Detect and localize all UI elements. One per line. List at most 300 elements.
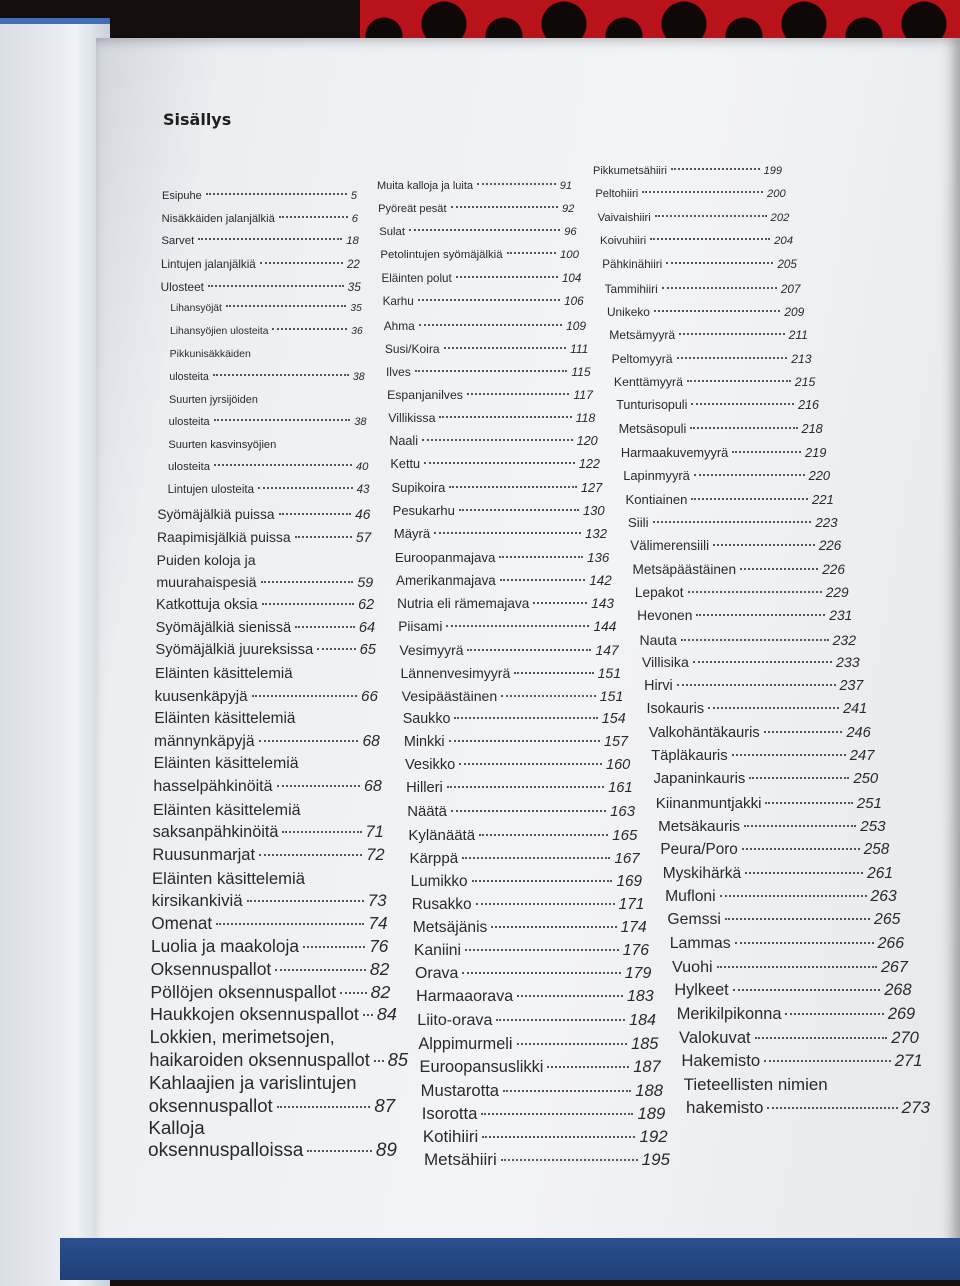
toc-entry [674, 981, 911, 1000]
toc-page-number: 122 [578, 457, 600, 472]
toc-entry [399, 642, 618, 658]
toc-leader-dots [449, 740, 600, 742]
toc-leader-dots [208, 285, 344, 287]
toc-entry-title: Vesikko [404, 757, 456, 774]
toc-entry-title: Liito-orava [417, 1011, 493, 1030]
toc-leader-dots [303, 946, 365, 948]
toc-entry [637, 608, 852, 623]
toc-entry-title: Kahlaajien ja varislintujen [149, 1072, 357, 1094]
toc-page-number: 22 [346, 257, 360, 271]
toc-page-number: 35 [350, 303, 362, 315]
toc-entry-title: Nutria eli rämemajava [397, 595, 530, 611]
toc-entry [420, 1058, 661, 1077]
toc-leader-dots [307, 1150, 372, 1152]
toc-page-number: 100 [559, 249, 579, 262]
toc-entry-title: Lammas [669, 934, 731, 952]
toc-leader-dots [340, 992, 366, 994]
toc-entry-title: Siili [627, 514, 649, 530]
toc-page-number: 91 [559, 180, 572, 192]
toc-entry-title: Rusakko [411, 895, 472, 913]
toc-page-number: 130 [582, 503, 605, 519]
toc-page-number: 59 [357, 574, 374, 591]
toc-page-number: 267 [880, 958, 908, 977]
toc-entry [148, 1140, 397, 1162]
toc-leader-dots [477, 183, 556, 185]
toc-leader-dots [503, 1090, 631, 1092]
toc-leader-dots [258, 487, 353, 489]
toc-page-number: 204 [774, 234, 794, 247]
toc-leader-dots [507, 252, 556, 254]
toc-entry-title: Muita kalloja ja luita [377, 180, 473, 192]
toc-page-number: 157 [603, 734, 628, 751]
toc-page-number: 273 [901, 1098, 930, 1117]
toc-leader-dots [479, 834, 608, 836]
toc-entry-title: Hirvi [644, 678, 673, 695]
toc-entry [155, 665, 377, 682]
toc-entry [598, 212, 790, 224]
toc-entry [162, 213, 358, 225]
toc-page-number: 5 [350, 190, 357, 202]
toc-leader-dots [693, 661, 832, 663]
toc-page-number: 185 [631, 1034, 659, 1053]
toc-page-number: 57 [355, 529, 372, 546]
toc-entry-title: Eläinten polut [381, 272, 452, 286]
toc-entry-title: Kotihiiri [422, 1126, 479, 1146]
toc-page-number: 120 [576, 434, 598, 449]
toc-entry [635, 585, 849, 600]
toc-entry [168, 484, 370, 496]
toc-entry-title: Pikkunisäkkäiden [169, 348, 251, 361]
toc-leader-dots [259, 854, 362, 856]
toc-page-number: 66 [361, 687, 378, 705]
toc-leader-dots [262, 603, 355, 605]
toc-entry-title: Villisika [641, 654, 689, 671]
toc-leader-dots [272, 328, 347, 330]
toc-leader-dots [409, 229, 560, 231]
toc-leader-dots [662, 287, 777, 289]
toc-entry [417, 1011, 656, 1030]
toc-entry [151, 914, 387, 934]
toc-entry [402, 688, 624, 704]
toc-entry-title: Ruusunmarjat [152, 845, 256, 864]
toc-leader-dots [767, 1107, 897, 1109]
toc-entry-title: Susi/Koira [384, 341, 440, 356]
toc-entry-title: Sarvet [161, 235, 195, 248]
toc-entry [679, 1028, 919, 1048]
toc-entry-title: Hylkeet [674, 981, 729, 1000]
toc-entry-title: Kettu [390, 457, 421, 472]
toc-entry-title: Metsäkauris [658, 818, 740, 836]
toc-entry-title: Harmaakuvemyyrä [620, 444, 729, 460]
toc-entry [394, 526, 607, 541]
toc-entry [150, 1004, 397, 1025]
toc-page-number: 215 [794, 374, 816, 389]
toc-leader-dots [282, 831, 361, 833]
toc-leader-dots [654, 310, 780, 312]
toc-entry-title: Tunturisopuli [616, 398, 688, 413]
toc-entry [152, 846, 384, 865]
toc-entry-title: Lokkien, merimetsojen, [149, 1026, 335, 1047]
toc-entry-title: Amerikanmajava [396, 572, 496, 588]
toc-leader-dots [295, 626, 355, 628]
toc-leader-dots [517, 995, 623, 997]
toc-entry-title: Isokauris [646, 701, 705, 718]
toc-page-number: 65 [359, 642, 377, 659]
toc-leader-dots [295, 536, 352, 538]
toc-page-number: 74 [368, 913, 388, 933]
toc-entry-title: Täpläkauris [651, 748, 728, 765]
toc-leader-dots [472, 880, 613, 882]
toc-entry-title: Merikilpikonna [676, 1004, 782, 1023]
toc-page-number: 142 [589, 572, 612, 588]
toc-entry-title: Valkohäntäkauris [648, 724, 760, 741]
toc-page-number: 143 [591, 595, 614, 611]
toc-entry [170, 303, 361, 314]
toc-entry [152, 891, 387, 911]
toc-entry [161, 235, 359, 247]
toc-entry [681, 1051, 922, 1071]
toc-entry-title: Lepakot [634, 584, 684, 600]
toc-leader-dots [363, 1014, 373, 1016]
toc-leader-dots [677, 357, 788, 359]
toc-leader-dots [415, 370, 568, 372]
toc-entry-title: kirsikankiviä [151, 891, 243, 911]
toc-entry-title: Nauta [639, 631, 677, 648]
toc-page-number: 205 [777, 258, 797, 272]
toc-page-number: 35 [347, 280, 361, 295]
toc-entry-title: Esipuhe [162, 190, 202, 202]
toc-entry [149, 1095, 395, 1117]
toc-entry-title: Syömäjälkiä puissa [157, 506, 275, 522]
toc-entry [169, 371, 364, 383]
toc-entry [405, 757, 630, 773]
toc-entry-title: Oksennuspallot [150, 959, 272, 980]
toc-page-number: 6 [351, 212, 358, 225]
toc-entry-title: Syömäjälkiä juureksissa [155, 642, 314, 659]
toc-entry-title: Tieteellisten nimien [683, 1074, 828, 1094]
toc-entry [660, 841, 889, 859]
toc-leader-dots [259, 740, 359, 742]
toc-leader-dots [454, 717, 597, 719]
toc-page-number: 207 [780, 281, 801, 296]
toc-entry-title: Japaninkauris [653, 771, 746, 788]
toc-entry [684, 1075, 927, 1095]
toc-entry-title: haikaroiden oksennuspallot [149, 1049, 370, 1070]
toc-page-number: 72 [366, 845, 385, 864]
toc-page-number: 251 [856, 794, 882, 812]
toc-entry [170, 326, 363, 337]
toc-entry [607, 305, 804, 319]
toc-entry [649, 725, 871, 741]
toc-entry [413, 919, 647, 937]
toc-page-number: 115 [571, 364, 591, 379]
toc-entry-title: Espanjanilves [387, 387, 463, 402]
toc-leader-dots [679, 333, 784, 335]
toc-entry [646, 701, 867, 717]
toc-entry-title: hakemisto [686, 1098, 764, 1117]
toc-page-number: 218 [801, 421, 823, 436]
toc-page-number: 92 [561, 203, 575, 216]
toc-page-number: 167 [614, 849, 640, 867]
toc-entry [642, 655, 860, 671]
toc-entry [157, 529, 371, 545]
toc-leader-dots [745, 872, 863, 874]
page-title: Sisällys [163, 110, 232, 129]
toc-entry-title: Vaivaishiiri [597, 211, 651, 224]
toc-entry [398, 619, 616, 634]
toc-page-number: 184 [629, 1011, 656, 1030]
toc-entry-title: Puiden koloja ja [156, 551, 256, 568]
toc-page-number: 147 [595, 641, 619, 658]
toc-entry [156, 575, 373, 591]
toc-leader-dots [547, 1066, 629, 1068]
toc-entry [380, 249, 579, 261]
toc-leader-dots [732, 451, 801, 453]
toc-entry [656, 795, 882, 812]
toc-entry-title: Mäyrä [393, 526, 431, 542]
toc-page-number: 226 [822, 561, 845, 577]
toc-entry-title: Mufloni [665, 888, 716, 906]
toc-leader-dots [677, 684, 836, 686]
toc-leader-dots [213, 374, 349, 376]
toc-entry [418, 1035, 658, 1054]
toc-page-number: 229 [825, 584, 849, 600]
toc-entry-title: Lapinmyyrä [623, 468, 690, 484]
toc-entry [150, 1027, 393, 1048]
toc-page-number: 231 [829, 608, 853, 624]
toc-page-number: 43 [356, 484, 370, 497]
toc-page-number: 165 [612, 826, 638, 844]
toc-entry-title: Suurten jyrsijöiden [169, 393, 258, 406]
toc-entry [619, 422, 823, 436]
toc-page-number: 36 [351, 325, 363, 337]
toc-entry-title: Eläinten käsittelemiä [153, 755, 299, 773]
toc-entry [152, 869, 386, 889]
toc-page-number: 82 [369, 959, 390, 980]
toc-leader-dots [459, 509, 579, 511]
toc-entry-title: Peltomyyrä [611, 351, 673, 366]
toc-page-number: 106 [564, 295, 584, 309]
toc-page-number: 202 [770, 211, 790, 224]
toc-entry [630, 538, 841, 553]
toc-entry-title: Eläinten käsittelemiä [153, 800, 301, 819]
toc-entry-title: Peltohiiri [595, 188, 639, 201]
toc-page-number: 127 [580, 480, 603, 496]
toc-entry [409, 850, 639, 867]
toc-leader-dots [691, 498, 808, 500]
toc-leader-dots [451, 810, 606, 812]
toc-entry-title: männynkäpyjä [154, 732, 255, 750]
toc-entry [148, 1117, 396, 1139]
toc-leader-dots [424, 462, 575, 464]
toc-page-number: 118 [575, 410, 596, 425]
toc-leader-dots [418, 299, 560, 301]
toc-entry [600, 235, 793, 247]
toc-page-number: 96 [564, 226, 577, 239]
toc-entry-title: Valokuvat [679, 1028, 751, 1048]
toc-entry [395, 550, 609, 565]
toc-entry [156, 597, 374, 613]
toc-entry [658, 818, 886, 835]
toc-entry-title: oksennuspallot [148, 1094, 273, 1116]
toc-entry-title: Metsäjänis [412, 919, 488, 937]
toc-leader-dots [462, 972, 620, 974]
toc-entry [628, 515, 838, 530]
toc-page-number: 270 [891, 1028, 919, 1048]
toc-page-number: 76 [369, 936, 389, 957]
toc-entry [151, 936, 388, 957]
toc-page-number: 18 [346, 235, 359, 248]
toc-leader-dots [449, 486, 577, 488]
toc-entry [390, 457, 600, 471]
toc-leader-dots [533, 602, 587, 604]
toc-entry-title: Naali [389, 434, 418, 449]
toc-leader-dots [459, 763, 602, 765]
toc-leader-dots [666, 262, 773, 264]
toc-entry [644, 678, 863, 694]
toc-entry [381, 272, 581, 285]
toc-entry [377, 180, 572, 192]
toc-leader-dots [681, 639, 829, 641]
toc-entry-title: Metsäpäästäinen [632, 561, 737, 577]
toc-leader-dots [691, 403, 794, 405]
toc-entry [640, 632, 857, 648]
toc-page-number: 163 [610, 803, 635, 820]
toc-entry [403, 711, 626, 727]
toc-page-number: 258 [863, 841, 890, 859]
toc-entry [605, 282, 801, 296]
toc-entry [633, 562, 845, 577]
toc-entry [389, 434, 597, 448]
toc-leader-dots [671, 168, 760, 170]
toc-entry-title: Koivuhiiri [599, 234, 647, 247]
toc-leader-dots [725, 918, 870, 920]
toc-page-number: 192 [639, 1126, 668, 1146]
toc-page-number: 219 [805, 444, 827, 460]
toc-entry [651, 748, 874, 764]
toc-entry-title: Unikeko [606, 304, 650, 319]
toc-entry [411, 873, 642, 891]
toc-entry-title: Eläinten käsittelemiä [152, 868, 306, 888]
toc-entry [154, 755, 381, 773]
toc-entry-title: Metsämyyrä [609, 328, 676, 343]
toc-entry-title: Kärppä [409, 849, 459, 867]
toc-entry-title: Lintujen ulosteita [167, 484, 254, 497]
toc-entry-title: Kiinanmuntjakki [655, 794, 762, 812]
toc-leader-dots [467, 393, 569, 395]
toc-entry [151, 959, 390, 980]
toc-entry-title: Euroopansuslikki [419, 1057, 544, 1076]
toc-page-number: 187 [633, 1057, 661, 1076]
toc-page-number: 46 [355, 506, 371, 522]
toc-entry-title: Näätä [407, 803, 447, 820]
toc-leader-dots [653, 521, 812, 523]
toc-leader-dots [708, 707, 839, 709]
toc-leader-dots [317, 648, 355, 650]
toc-leader-dots [720, 895, 867, 897]
toc-leader-dots [422, 439, 573, 441]
toc-entry-title: Eläinten käsittelemiä [154, 710, 296, 728]
toc-leader-dots [374, 1060, 384, 1062]
toc-entry [386, 365, 591, 379]
toc-entry [378, 203, 574, 215]
toc-page-number: 117 [573, 387, 593, 402]
toc-page-number: 68 [363, 778, 382, 796]
toc-entry-title: Nisäkkäiden jalanjälkiä [161, 212, 275, 225]
toc-page-number: 38 [352, 370, 365, 383]
toc-leader-dots [465, 949, 619, 951]
toc-page-number: 89 [375, 1140, 397, 1161]
toc-leader-dots [688, 591, 822, 593]
toc-entry [161, 258, 360, 271]
toc-entry [593, 165, 782, 177]
toc-entry-title: Hakemisto [681, 1051, 761, 1071]
toc-entry [155, 642, 376, 658]
toc-entry-title: Kenttämyyrä [613, 374, 683, 389]
toc-entry [150, 982, 390, 1003]
toc-entry [149, 1072, 394, 1094]
toc-page-number: 253 [860, 818, 886, 836]
toc-leader-dots [434, 532, 581, 534]
toc-page-number: 213 [791, 351, 812, 366]
toc-entry [396, 573, 612, 588]
toc-leader-dots [481, 1113, 633, 1115]
toc-entry [392, 480, 603, 495]
toc-page-number: 71 [365, 823, 384, 842]
toc-entry [415, 965, 651, 983]
toc-entry-title: Pöllöjen oksennuspallot [150, 981, 337, 1002]
toc-page-number: 223 [815, 514, 838, 530]
toc-entry [383, 295, 584, 308]
toc-entry [672, 958, 908, 977]
toc-entry [626, 492, 834, 507]
toc-entry [663, 865, 893, 883]
toc-page-number: 136 [587, 549, 610, 565]
toc-page-number: 183 [626, 988, 654, 1006]
toc-entry [153, 778, 381, 796]
toc-entry-title: Syömäjälkiä sienissä [155, 619, 292, 636]
toc-entry [686, 1098, 930, 1118]
toc-entry [677, 1005, 916, 1024]
toc-leader-dots [740, 568, 818, 570]
toc-page-number: 84 [376, 1004, 397, 1025]
toc-leader-dots [496, 1019, 625, 1021]
toc-entry [157, 552, 373, 568]
toc-entry-title: Ahma [383, 318, 415, 333]
toc-entry-title: Hilleri [406, 780, 443, 797]
toc-leader-dots [214, 464, 352, 466]
toc-entry-title: Vuohi [672, 958, 713, 977]
toc-entry-title: oksennuspalloissa [148, 1140, 304, 1161]
toc-entry [168, 461, 368, 473]
toc-entry [388, 411, 595, 425]
toc-entry-title: Välimerensiili [630, 538, 710, 554]
toc-entry-title: Lihansyöjien ulosteita [170, 325, 269, 337]
toc-page-number: 38 [354, 416, 367, 429]
toc-page-number: 176 [622, 942, 649, 960]
toc-leader-dots [439, 416, 571, 418]
toc-leader-dots [419, 324, 562, 326]
toc-leader-dots [733, 989, 881, 991]
toc-leader-dots [514, 672, 593, 674]
toc-leader-dots [462, 857, 610, 859]
toc-leader-dots [499, 556, 583, 558]
toc-leader-dots [261, 581, 354, 583]
toc-entry-title: Pikkumetsähiiri [593, 165, 667, 177]
toc-page-number: 111 [570, 341, 589, 356]
toc-page-number: 195 [641, 1150, 670, 1169]
toc-page-number: 271 [894, 1051, 923, 1071]
